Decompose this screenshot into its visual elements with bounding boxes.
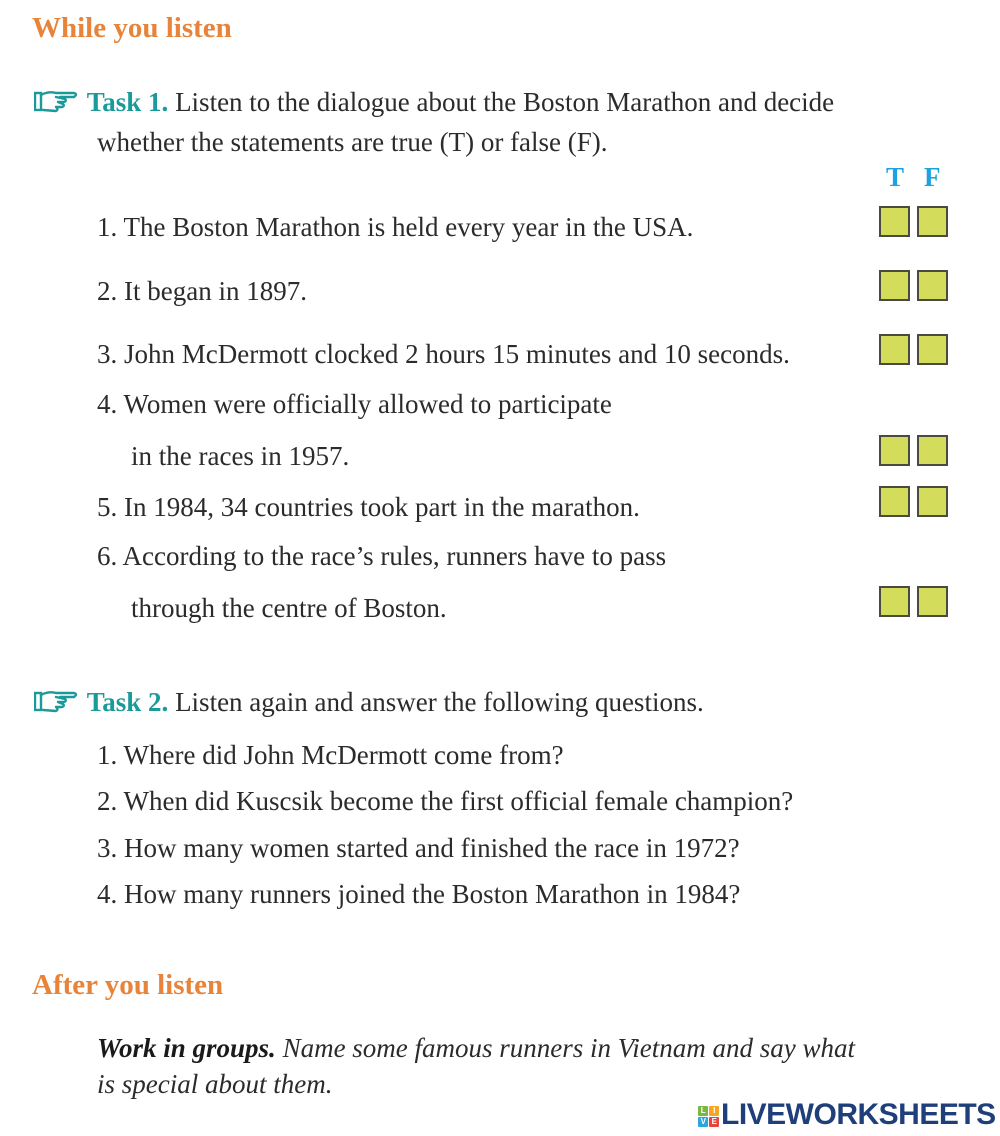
- after-task-line1: Name some famous runners in Vietnam and say what: [275, 1033, 856, 1063]
- false-column-header: F: [924, 162, 941, 192]
- statement-3-false-box[interactable]: [917, 334, 948, 365]
- task1-instruction-line2: whether the statements are true (T) or false (F).: [97, 127, 608, 157]
- statement-3-true-box[interactable]: [879, 334, 910, 365]
- statement-1-false-box[interactable]: [917, 206, 948, 237]
- question-4: 4. How many runners joined the Boston Marathon in 1984?: [97, 879, 741, 909]
- statement-6-line2: through the centre of Boston.: [131, 593, 447, 623]
- statement-4-line2: in the races in 1957.: [131, 441, 350, 471]
- statement-4-true-box[interactable]: [879, 435, 910, 466]
- liveworksheets-logo-text: LIVEWORKSHEETS: [721, 1098, 996, 1131]
- statement-3: 3. John McDermott clocked 2 hours 15 minutes and 10 seconds.: [97, 339, 790, 369]
- after-task-text: [97, 1030, 855, 1066]
- liveworksheets-logo: [698, 1098, 996, 1132]
- statement-2: 2. It began in 1897.: [97, 276, 307, 306]
- while-you-listen-heading: While you listen: [32, 12, 232, 44]
- statement-6-true-box[interactable]: [879, 586, 910, 617]
- question-3: 3. How many women started and finished the race in 1972?: [97, 833, 740, 863]
- pointing-hand-icon: [34, 688, 80, 714]
- statement-6-false-box[interactable]: [917, 586, 948, 617]
- task1-instruction: [34, 82, 834, 122]
- question-1: 1. Where did John McDermott come from?: [97, 740, 564, 770]
- true-column-header: T: [886, 162, 905, 192]
- statement-5-false-box[interactable]: [917, 486, 948, 517]
- pointing-hand-icon: [34, 88, 80, 114]
- statement-2-true-box[interactable]: [879, 270, 910, 301]
- statement-1: 1. The Boston Marathon is held every year in the USA.: [97, 212, 694, 242]
- statement-5: 5. In 1984, 34 countries took part in the marathon.: [97, 492, 640, 522]
- task1-label: Task 1.: [86, 87, 169, 117]
- task2-label: Task 2.: [86, 687, 169, 717]
- statement-4-line1: 4. Women were officially allowed to participate: [97, 389, 612, 419]
- live-badge-icon: L I V E: [698, 1106, 719, 1127]
- question-2: 2. When did Kuscsik become the first official female champion?: [97, 786, 794, 816]
- statement-4-false-box[interactable]: [917, 435, 948, 466]
- task2-instruction: [34, 682, 704, 722]
- task1-instruction-line1: Listen to the dialogue about the Boston Marathon and decide: [175, 87, 835, 117]
- statement-1-true-box[interactable]: [879, 206, 910, 237]
- statement-6-line1: 6. According to the race’s rules, runners have to pass: [97, 541, 667, 571]
- work-in-groups-label: Work in groups.: [97, 1033, 276, 1063]
- after-you-listen-heading: After you listen: [32, 969, 224, 1001]
- statement-2-false-box[interactable]: [917, 270, 948, 301]
- statement-5-true-box[interactable]: [879, 486, 910, 517]
- task2-instruction-text: Listen again and answer the following questions.: [175, 687, 704, 717]
- after-task-line2: is special about them.: [97, 1069, 333, 1099]
